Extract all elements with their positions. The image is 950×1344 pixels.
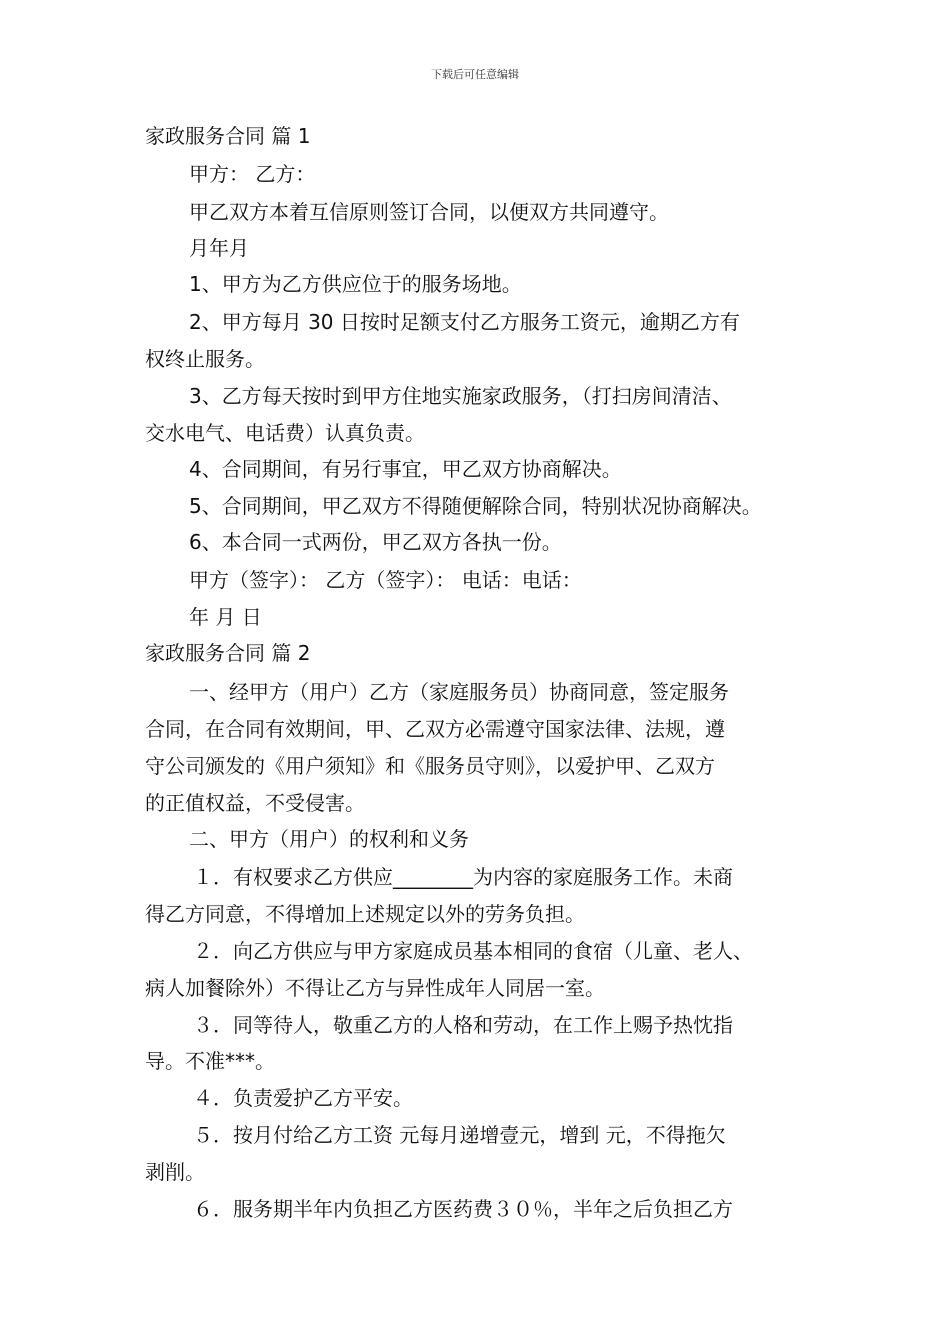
item-3-cont: 导。不准***。 (145, 1049, 275, 1073)
clause-6: 6、本合同一式两份，甲乙双方各执一份。 (189, 530, 562, 554)
subsection-title: 二、甲方（用户）的权利和义务 (189, 827, 469, 851)
clause-2-cont: 权终止服务。 (145, 347, 265, 371)
clause-2: 2、甲方每月 30 日按时足额支付乙方服务工资元，逾期乙方有 (189, 310, 740, 334)
party-line: 甲方： 乙方： (189, 162, 316, 186)
item-3: ３．同等待人，敬重乙方的人格和劳动，在工作上赐予热忱指 (193, 1013, 733, 1037)
paragraph-line: 合同，在合同有效期间，甲、乙双方必需遵守国家法律、法规，遵 (145, 717, 725, 741)
paragraph-line: 的正值权益，不受侵害。 (145, 791, 365, 815)
item-5: ５．按月付给乙方工资 元每月递增壹元，增到 元，不得拖欠 (193, 1123, 726, 1147)
date-line: 月年月 (189, 236, 249, 260)
clause-3: 3、乙方每天按时到甲方住地实施家政服务，（打扫房间清洁、 (189, 384, 732, 408)
clause-3-cont: 交水电气、电话费）认真负责。 (145, 421, 425, 445)
signature-date: 年 月 日 (189, 605, 262, 629)
paragraph-line: 一、经甲方（用户）乙方（家庭服务员）协商同意，签定服务 (189, 680, 729, 704)
item-1-cont: 得乙方同意，不得增加上述规定以外的劳务负担。 (145, 902, 585, 926)
section-title-2: 家政服务合同 篇 2 (145, 641, 311, 665)
item-1: １．有权要求乙方供应________为内容的家庭服务工作。未商 (193, 865, 733, 889)
section-title-1: 家政服务合同 篇 1 (145, 124, 311, 148)
paragraph-line: 守公司颁发的《用户须知》和《服务员守则》，以爱护甲、乙双方 (145, 754, 715, 778)
item-2: ２．向乙方供应与甲方家庭成员基本相同的食宿（儿童、老人、 (193, 939, 753, 963)
item-5-cont: 剥削。 (145, 1160, 205, 1184)
signature-line: 甲方（签字）： 乙方（签字）： 电话：电话： (189, 568, 582, 592)
item-2-cont: 病人加餐除外）不得让乙方与异性成年人同居一室。 (145, 976, 605, 1000)
page-header-note: 下载后可任意编辑 (431, 68, 519, 81)
paragraph-line: 甲乙双方本着互信原则签订合同，以便双方共同遵守。 (189, 200, 669, 224)
clause-4: 4、合同期间，有另行事宜，甲乙双方协商解决。 (189, 457, 622, 481)
item-6: ６．服务期半年内负担乙方医药费３０％，半年之后负担乙方 (193, 1197, 733, 1221)
clause-1: 1、甲方为乙方供应位于的服务场地。 (189, 272, 522, 296)
item-4: ４．负责爱护乙方平安。 (193, 1086, 413, 1110)
clause-5: 5、合同期间，甲乙双方不得随便解除合同，特别状况协商解决。 (189, 494, 762, 518)
